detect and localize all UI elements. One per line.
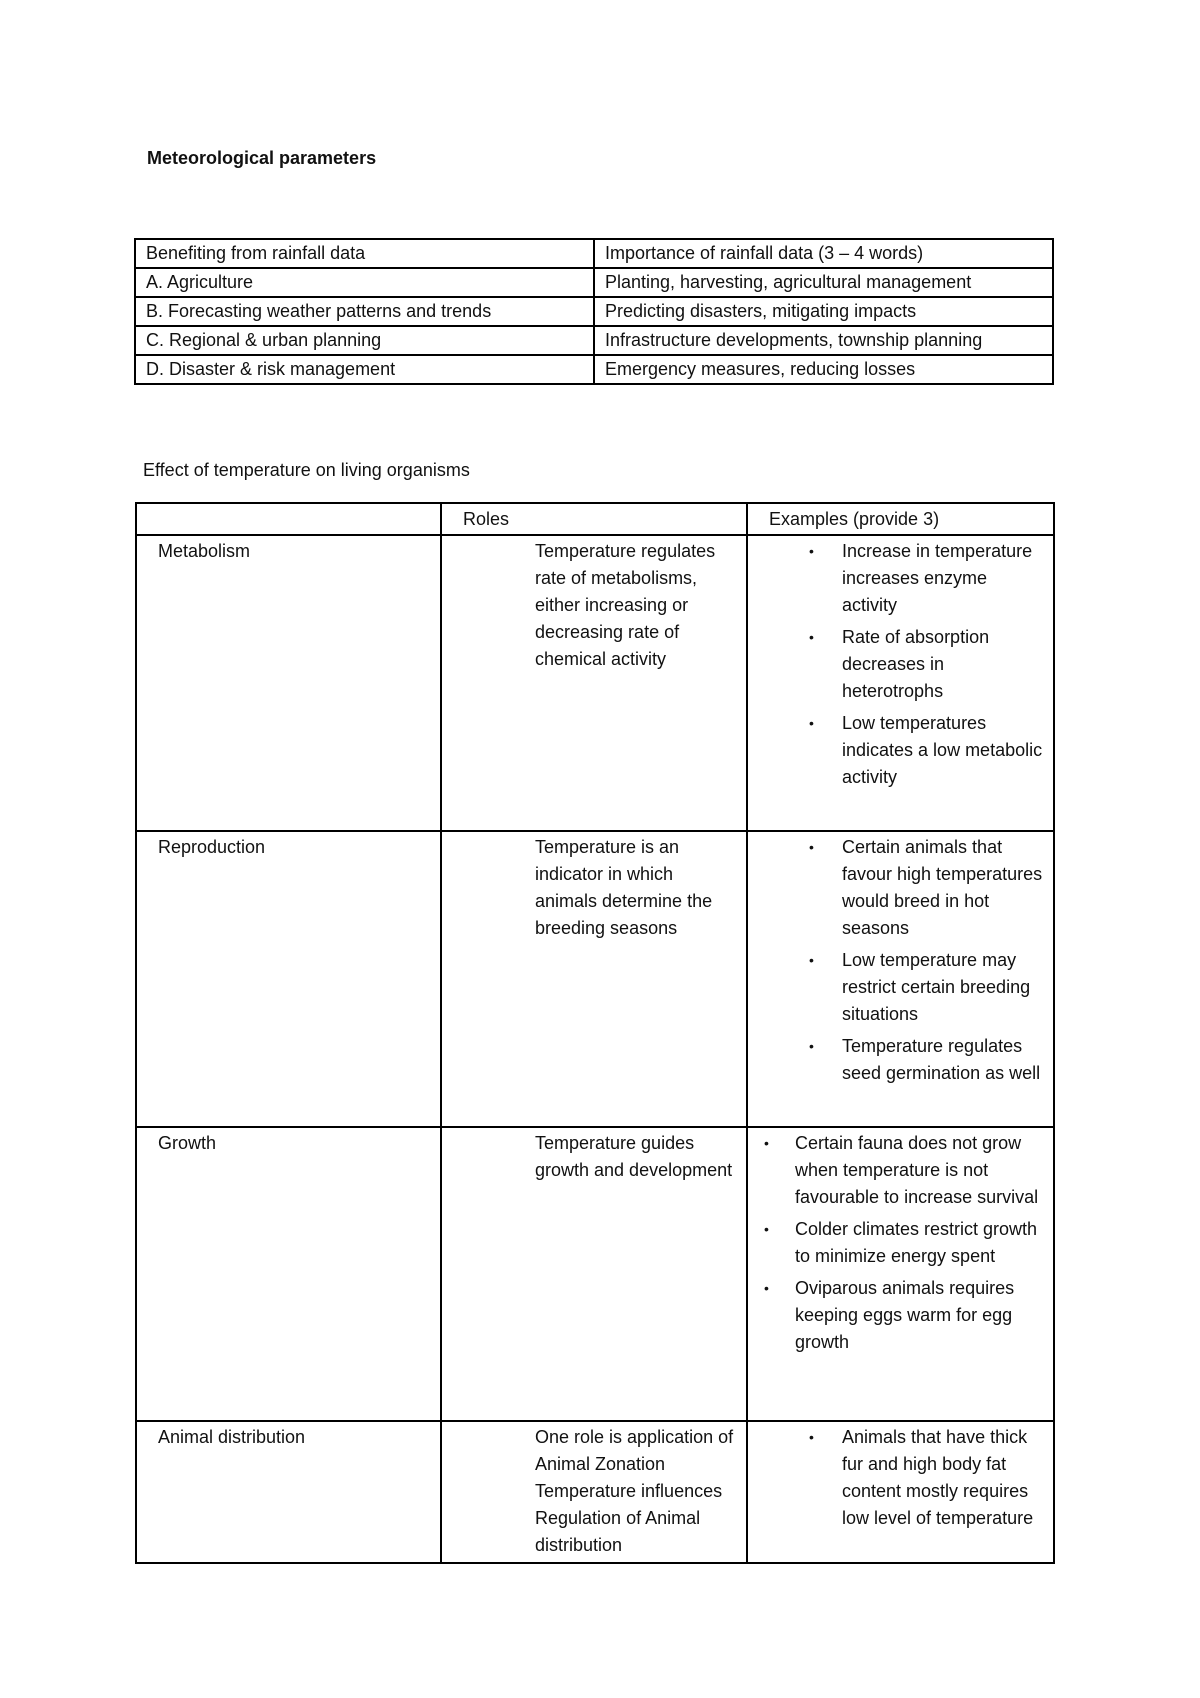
example-text: Rate of absorption decreases in heterotrophs bbox=[842, 627, 990, 701]
factor-label: Animal distribution bbox=[158, 1427, 306, 1447]
rainfall-sector: A. Agriculture bbox=[135, 268, 594, 297]
example-text: Animals that have thick fur and high body fat content mostly requires low level of temperature bbox=[842, 1427, 1034, 1528]
rainfall-sector: B. Forecasting weather patterns and trends bbox=[135, 297, 594, 326]
bullet-icon: • bbox=[809, 543, 814, 559]
bullet-icon: • bbox=[764, 1221, 769, 1237]
rainfall-row bbox=[135, 297, 1053, 326]
page-title: Meteorological parameters bbox=[147, 148, 377, 168]
bullet-icon: • bbox=[764, 1280, 769, 1296]
role-text: Temperature is an indicator in which animals determine the breeding seasons bbox=[535, 837, 713, 938]
rainfall-sector: C. Regional & urban planning bbox=[135, 326, 594, 355]
header-roles-label: Roles bbox=[463, 509, 510, 529]
role-text: One role is application of Animal Zonation Temperature influences Regulation of Animal distribution bbox=[535, 1427, 734, 1555]
factor-label: Metabolism bbox=[158, 541, 251, 561]
example-item bbox=[748, 538, 1045, 619]
temperature-header-blank bbox=[136, 503, 441, 535]
temperature-row bbox=[136, 1127, 1054, 1421]
examples-list bbox=[748, 1422, 1053, 1532]
example-text: Temperature regulates seed germination as well bbox=[842, 1036, 1041, 1083]
example-item bbox=[748, 624, 1045, 705]
rainfall-row bbox=[135, 326, 1053, 355]
examples-list bbox=[748, 536, 1053, 791]
example-item bbox=[748, 1216, 1045, 1270]
section-title-temperature: Effect of temperature on living organisms bbox=[143, 460, 470, 480]
rainfall-row bbox=[135, 355, 1053, 384]
role-cell bbox=[441, 535, 747, 831]
role-cell bbox=[441, 1421, 747, 1563]
example-item bbox=[748, 710, 1045, 791]
example-item bbox=[748, 1130, 1045, 1211]
rainfall-header-importance: Importance of rainfall data (3 – 4 words) bbox=[594, 239, 1053, 268]
factor-label: Growth bbox=[158, 1133, 217, 1153]
example-text: Increase in temperature increases enzyme activity bbox=[842, 541, 1033, 615]
temperature-row bbox=[136, 535, 1054, 831]
header-examples-label: Examples (provide 3) bbox=[769, 509, 940, 529]
rainfall-importance: Planting, harvesting, agricultural management bbox=[594, 268, 1053, 297]
rainfall-importance: Infrastructure developments, township planning bbox=[594, 326, 1053, 355]
factor-cell bbox=[136, 1421, 441, 1563]
temperature-header-examples bbox=[747, 503, 1054, 535]
temperature-row bbox=[136, 1421, 1054, 1563]
example-item bbox=[748, 834, 1045, 942]
bullet-icon: • bbox=[809, 952, 814, 968]
bullet-icon: • bbox=[809, 1429, 814, 1445]
rainfall-header-benefiting: Benefiting from rainfall data bbox=[135, 239, 594, 268]
example-item bbox=[748, 1275, 1045, 1356]
factor-cell bbox=[136, 1127, 441, 1421]
bullet-icon: • bbox=[809, 715, 814, 731]
bullet-icon: • bbox=[764, 1135, 769, 1151]
role-cell bbox=[441, 1127, 747, 1421]
rainfall-row bbox=[135, 268, 1053, 297]
temperature-header-row bbox=[136, 503, 1054, 535]
examples-cell bbox=[747, 831, 1054, 1127]
role-text: Temperature guides growth and development bbox=[535, 1133, 733, 1180]
bullet-icon: • bbox=[809, 839, 814, 855]
example-text: Colder climates restrict growth to minimize energy spent bbox=[795, 1219, 1038, 1266]
rainfall-table bbox=[134, 238, 1054, 385]
role-text: Temperature regulates rate of metabolisms, either increasing or decreasing rate of chemical activity bbox=[535, 541, 716, 669]
examples-list bbox=[748, 832, 1053, 1087]
example-item bbox=[748, 1033, 1045, 1087]
example-item bbox=[748, 1424, 1045, 1532]
factor-label: Reproduction bbox=[158, 837, 266, 857]
rainfall-sector: D. Disaster & risk management bbox=[135, 355, 594, 384]
example-text: Oviparous animals requires keeping eggs warm for egg growth bbox=[795, 1278, 1015, 1352]
example-text: Low temperatures indicates a low metabolic activity bbox=[842, 713, 1043, 787]
examples-list bbox=[748, 1128, 1053, 1356]
bullet-icon: • bbox=[809, 1038, 814, 1054]
role-cell bbox=[441, 831, 747, 1127]
rainfall-importance: Emergency measures, reducing losses bbox=[594, 355, 1053, 384]
rainfall-importance: Predicting disasters, mitigating impacts bbox=[594, 297, 1053, 326]
example-text: Certain fauna does not grow when temperature is not favourable to increase survival bbox=[795, 1133, 1039, 1207]
examples-cell bbox=[747, 1127, 1054, 1421]
rainfall-header-row bbox=[135, 239, 1053, 268]
example-item bbox=[748, 947, 1045, 1028]
example-text: Certain animals that favour high temperatures would breed in hot seasons bbox=[842, 837, 1043, 938]
temperature-header-roles bbox=[441, 503, 747, 535]
temperature-table bbox=[135, 502, 1055, 1564]
temperature-row bbox=[136, 831, 1054, 1127]
bullet-icon: • bbox=[809, 629, 814, 645]
examples-cell bbox=[747, 535, 1054, 831]
factor-cell bbox=[136, 831, 441, 1127]
examples-cell bbox=[747, 1421, 1054, 1563]
factor-cell bbox=[136, 535, 441, 831]
example-text: Low temperature may restrict certain breeding situations bbox=[842, 950, 1031, 1024]
